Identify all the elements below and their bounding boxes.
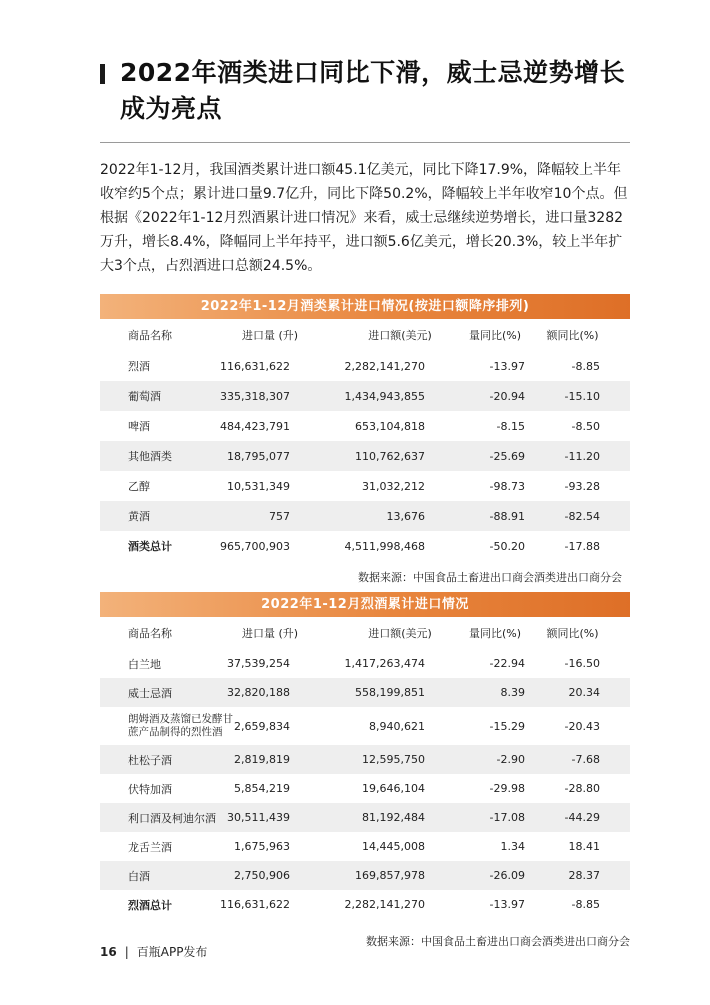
- footer-separator: |: [124, 945, 129, 959]
- product-name: 其他酒类: [128, 450, 172, 463]
- import-value: 1,434,943,855: [344, 389, 425, 403]
- volume-yoy: 8.39: [500, 686, 525, 699]
- table-total-row: [100, 531, 630, 561]
- volume-yoy: -26.09: [489, 869, 525, 882]
- import-volume: 484,423,791: [220, 419, 290, 433]
- table-row: [100, 411, 630, 441]
- column-header: 商品名称: [128, 627, 172, 640]
- import-value: 12,595,750: [362, 753, 425, 766]
- value-yoy: -15.10: [564, 389, 600, 403]
- import-value: 653,104,818: [355, 419, 425, 433]
- import-volume: 965,700,903: [220, 539, 290, 553]
- import-value: 169,857,978: [355, 869, 425, 882]
- liquor-import-table: [100, 294, 630, 561]
- product-name: 伏特加酒: [128, 782, 172, 796]
- value-yoy: 28.37: [568, 869, 600, 882]
- product-name: 龙舌兰酒: [128, 840, 172, 854]
- page-number: 16: [100, 945, 117, 959]
- volume-yoy: -8.15: [496, 419, 525, 433]
- table-row: [100, 649, 630, 678]
- table-row: [100, 351, 630, 381]
- value-yoy: -28.80: [564, 782, 600, 795]
- import-volume: 18,795,077: [227, 449, 290, 463]
- volume-yoy: -15.29: [489, 719, 525, 733]
- table-header-row: [100, 617, 630, 649]
- table-title: 2022年1-12月烈酒累计进口情况: [100, 592, 630, 617]
- value-yoy: 20.34: [568, 686, 600, 699]
- column-header: 进口量 (升): [241, 627, 299, 640]
- table-row: [100, 381, 630, 411]
- volume-yoy: -25.69: [489, 449, 525, 463]
- import-volume: 32,820,188: [227, 686, 290, 699]
- product-name: 威士忌酒: [128, 686, 172, 700]
- value-yoy: -17.88: [564, 539, 600, 553]
- volume-yoy: -13.97: [489, 359, 525, 373]
- product-name: 烈酒总计: [128, 898, 172, 912]
- table-row: [100, 832, 630, 861]
- volume-yoy: -2.90: [496, 753, 525, 766]
- product-name: 乙醇: [128, 480, 150, 493]
- product-name: 酒类总计: [128, 540, 172, 553]
- import-volume: 30,511,439: [227, 811, 290, 824]
- import-volume: 2,750,906: [234, 869, 290, 882]
- import-volume: 116,631,622: [220, 359, 290, 373]
- import-volume: 116,631,622: [220, 898, 290, 911]
- value-yoy: 18.41: [568, 840, 600, 853]
- value-yoy: -20.43: [564, 719, 600, 733]
- product-name: 白兰地: [128, 657, 161, 671]
- volume-yoy: -50.20: [489, 539, 525, 553]
- volume-yoy: -29.98: [489, 782, 525, 795]
- volume-yoy: -17.08: [489, 811, 525, 824]
- import-volume: 1,675,963: [234, 840, 290, 853]
- title-divider: [100, 142, 630, 143]
- column-header: 额同比(%): [546, 627, 599, 640]
- product-name: 啤酒: [128, 420, 150, 433]
- volume-yoy: -88.91: [489, 509, 525, 523]
- volume-yoy: -98.73: [489, 479, 525, 493]
- volume-yoy: -13.97: [489, 898, 525, 911]
- import-volume: 37,539,254: [227, 657, 290, 670]
- table-source-note: 数据来源：中国食品土畜进出口商会酒类进出口商分会: [366, 935, 630, 948]
- product-name: 利口酒及柯迪尔酒: [128, 811, 216, 825]
- product-name: 烈酒: [128, 360, 150, 373]
- import-value: 4,511,998,468: [344, 539, 425, 553]
- import-volume: 10,531,349: [227, 479, 290, 493]
- table-title: 2022年1-12月酒类累计进口情况(按进口额降序排列): [100, 294, 630, 319]
- value-yoy: -93.28: [564, 479, 600, 493]
- value-yoy: -16.50: [564, 657, 600, 670]
- value-yoy: -7.68: [571, 753, 600, 766]
- value-yoy: -8.50: [571, 419, 600, 433]
- column-header: 额同比(%): [546, 329, 599, 342]
- table-source-note: 数据来源：中国食品土畜进出口商会酒类进出口商分会: [358, 571, 622, 584]
- import-volume: 5,854,219: [234, 782, 290, 795]
- import-volume: 757: [269, 509, 290, 523]
- product-name: 朗姆酒及蒸馏已发酵甘蔗产品制得的烈性酒: [128, 713, 233, 738]
- volume-yoy: 1.34: [500, 840, 525, 853]
- value-yoy: -11.20: [564, 449, 600, 463]
- import-volume: 2,819,819: [234, 753, 290, 766]
- import-value: 19,646,104: [362, 782, 425, 795]
- title-accent-bar: [100, 64, 105, 84]
- value-yoy: -44.29: [564, 811, 600, 824]
- volume-yoy: -22.94: [489, 657, 525, 670]
- column-header: 商品名称: [128, 329, 172, 342]
- value-yoy: -8.85: [571, 898, 600, 911]
- table-row: [100, 441, 630, 471]
- publisher-label: 百瓶APP发布: [136, 945, 208, 959]
- import-value: 13,676: [386, 509, 425, 523]
- import-volume: 2,659,834: [234, 719, 290, 733]
- table-row: [100, 745, 630, 774]
- import-volume: 335,318,307: [220, 389, 290, 403]
- table-row: [100, 803, 630, 832]
- import-value: 2,282,141,270: [344, 898, 425, 911]
- column-header: 量同比(%): [468, 329, 522, 342]
- import-value: 558,199,851: [355, 686, 425, 699]
- table-total-row: [100, 890, 630, 919]
- volume-yoy: -20.94: [489, 389, 525, 403]
- product-name: 黄酒: [128, 510, 150, 523]
- table-row: [100, 471, 630, 501]
- product-name: 白酒: [128, 869, 150, 883]
- table-row: [100, 678, 630, 707]
- column-header: 进口额(美元): [368, 627, 432, 640]
- import-value: 8,940,621: [369, 719, 425, 733]
- table-header-row: [100, 319, 630, 351]
- column-header: 量同比(%): [468, 627, 522, 640]
- page-title: 2022年酒类进口同比下滑，威士忌逆势增长成为亮点: [120, 58, 626, 123]
- import-value: 31,032,212: [362, 479, 425, 493]
- value-yoy: -8.85: [571, 359, 600, 373]
- import-value: 81,192,484: [362, 811, 425, 824]
- table-row: [100, 707, 630, 745]
- column-header: 进口额(美元): [368, 329, 432, 342]
- value-yoy: -82.54: [564, 509, 600, 523]
- import-value: 110,762,637: [355, 449, 425, 463]
- product-name: 葡萄酒: [128, 390, 161, 403]
- table-row: [100, 501, 630, 531]
- import-value: 14,445,008: [362, 840, 425, 853]
- import-value: 2,282,141,270: [344, 359, 425, 373]
- page-footer: [100, 943, 207, 960]
- table-row: [100, 774, 630, 803]
- table-row: [100, 861, 630, 890]
- spirits-import-table: [100, 592, 630, 919]
- import-value: 1,417,263,474: [344, 657, 425, 670]
- column-header: 进口量 (升): [241, 329, 299, 342]
- product-name: 杜松子酒: [128, 753, 172, 767]
- intro-paragraph: 2022年1-12月，我国酒类累计进口额45.1亿美元，同比下降17.9%，降幅较上半年收窄约5个点；累计进口量9.7亿升，同比下降50.2%，降幅较上半年收窄10个点。但根据《2022年1-12月烈酒累计进口情况》来看，威士忌继续逆势增长，进口量3282万升，增长8.4%，降幅同上半年持平，进口额5.6亿美元，增长20.3%，较上半年扩大3个点，占烈酒进口总额24.5%。: [100, 162, 628, 274]
